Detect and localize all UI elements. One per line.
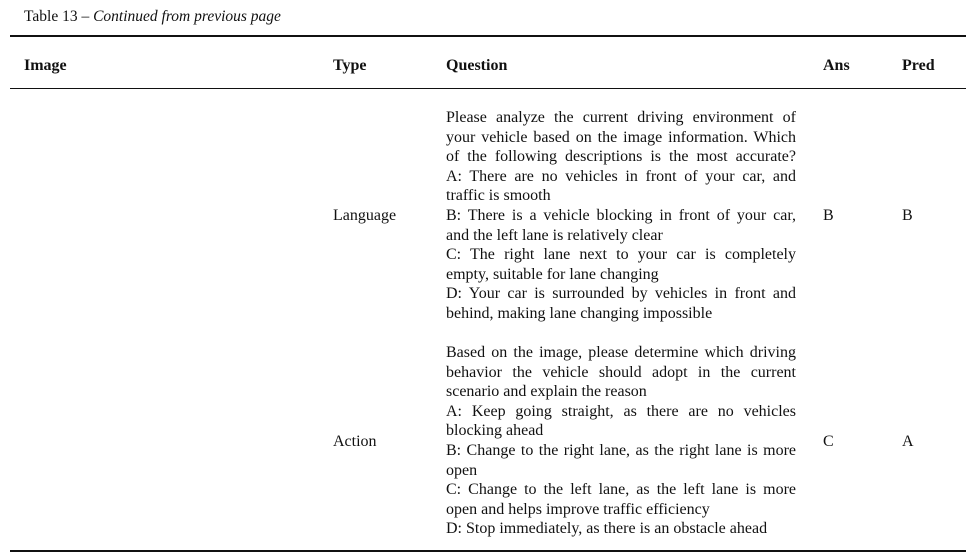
- question-line: Please analyze the current driving environment of: [446, 109, 796, 126]
- question-line: C: The right lane next to your car is completely: [446, 246, 796, 264]
- table-row-2-ans: C: [823, 433, 834, 450]
- question-line: Based on the image, please determine which driving: [446, 344, 796, 361]
- question-line: traffic is smooth: [446, 187, 551, 205]
- question-line: scenario and explain the reason: [446, 383, 647, 401]
- question-line: of the following descriptions is the most accurate?: [446, 148, 796, 166]
- table-row-1-question: [446, 108, 796, 324]
- table-caption: [24, 8, 281, 26]
- header-type: Type: [333, 57, 367, 74]
- question-line: your vehicle based on the image information. Which: [446, 128, 796, 146]
- table-row-2-type: Action: [333, 433, 377, 450]
- question-line: D: Your car is surrounded by vehicles in front and: [446, 285, 796, 303]
- header-pred: Pred: [902, 57, 935, 74]
- question-line: blocking ahead: [446, 422, 544, 440]
- top-rule: [10, 35, 966, 37]
- caption-label: Table 13 –: [24, 8, 94, 25]
- table-row-2-image-cell: [24, 343, 314, 540]
- question-line: C: Change to the left lane, as the left lane is more: [446, 481, 796, 499]
- table-row-1-pred: B: [902, 207, 913, 224]
- question-line: behind, making lane changing impossible: [446, 304, 713, 322]
- question-line: A: Keep going straight, as there are no vehicles: [446, 402, 796, 420]
- table-row-1-image-cell: [24, 108, 314, 324]
- table-row-2-pred: A: [902, 433, 914, 450]
- question-line: A: There are no vehicles in front of your car, and: [446, 167, 796, 185]
- question-line: B: There is a vehicle blocking in front of your car,: [446, 206, 796, 224]
- table-row-1-ans: B: [823, 207, 834, 224]
- question-line: and the left lane is relatively clear: [446, 226, 663, 244]
- question-line: B: Change to the right lane, as the right lane is more: [446, 441, 796, 459]
- caption-continued: Continued from previous page: [93, 8, 281, 25]
- header-question: Question: [446, 57, 508, 74]
- question-line: open and helps improve traffic efficiency: [446, 500, 710, 518]
- header-image: Image: [24, 57, 67, 74]
- question-line: D: Stop immediately, as there is an obstacle ahead: [446, 520, 768, 538]
- bottom-rule: [10, 550, 966, 552]
- question-line: open: [446, 461, 478, 479]
- header-rule: [10, 88, 966, 89]
- table-row-1-type: Language: [333, 207, 397, 224]
- table-row-2-question: [446, 343, 796, 539]
- question-line: empty, suitable for lane changing: [446, 265, 659, 283]
- question-line: behavior the vehicle should adopt in the current: [446, 363, 796, 381]
- header-ans: Ans: [823, 57, 850, 74]
